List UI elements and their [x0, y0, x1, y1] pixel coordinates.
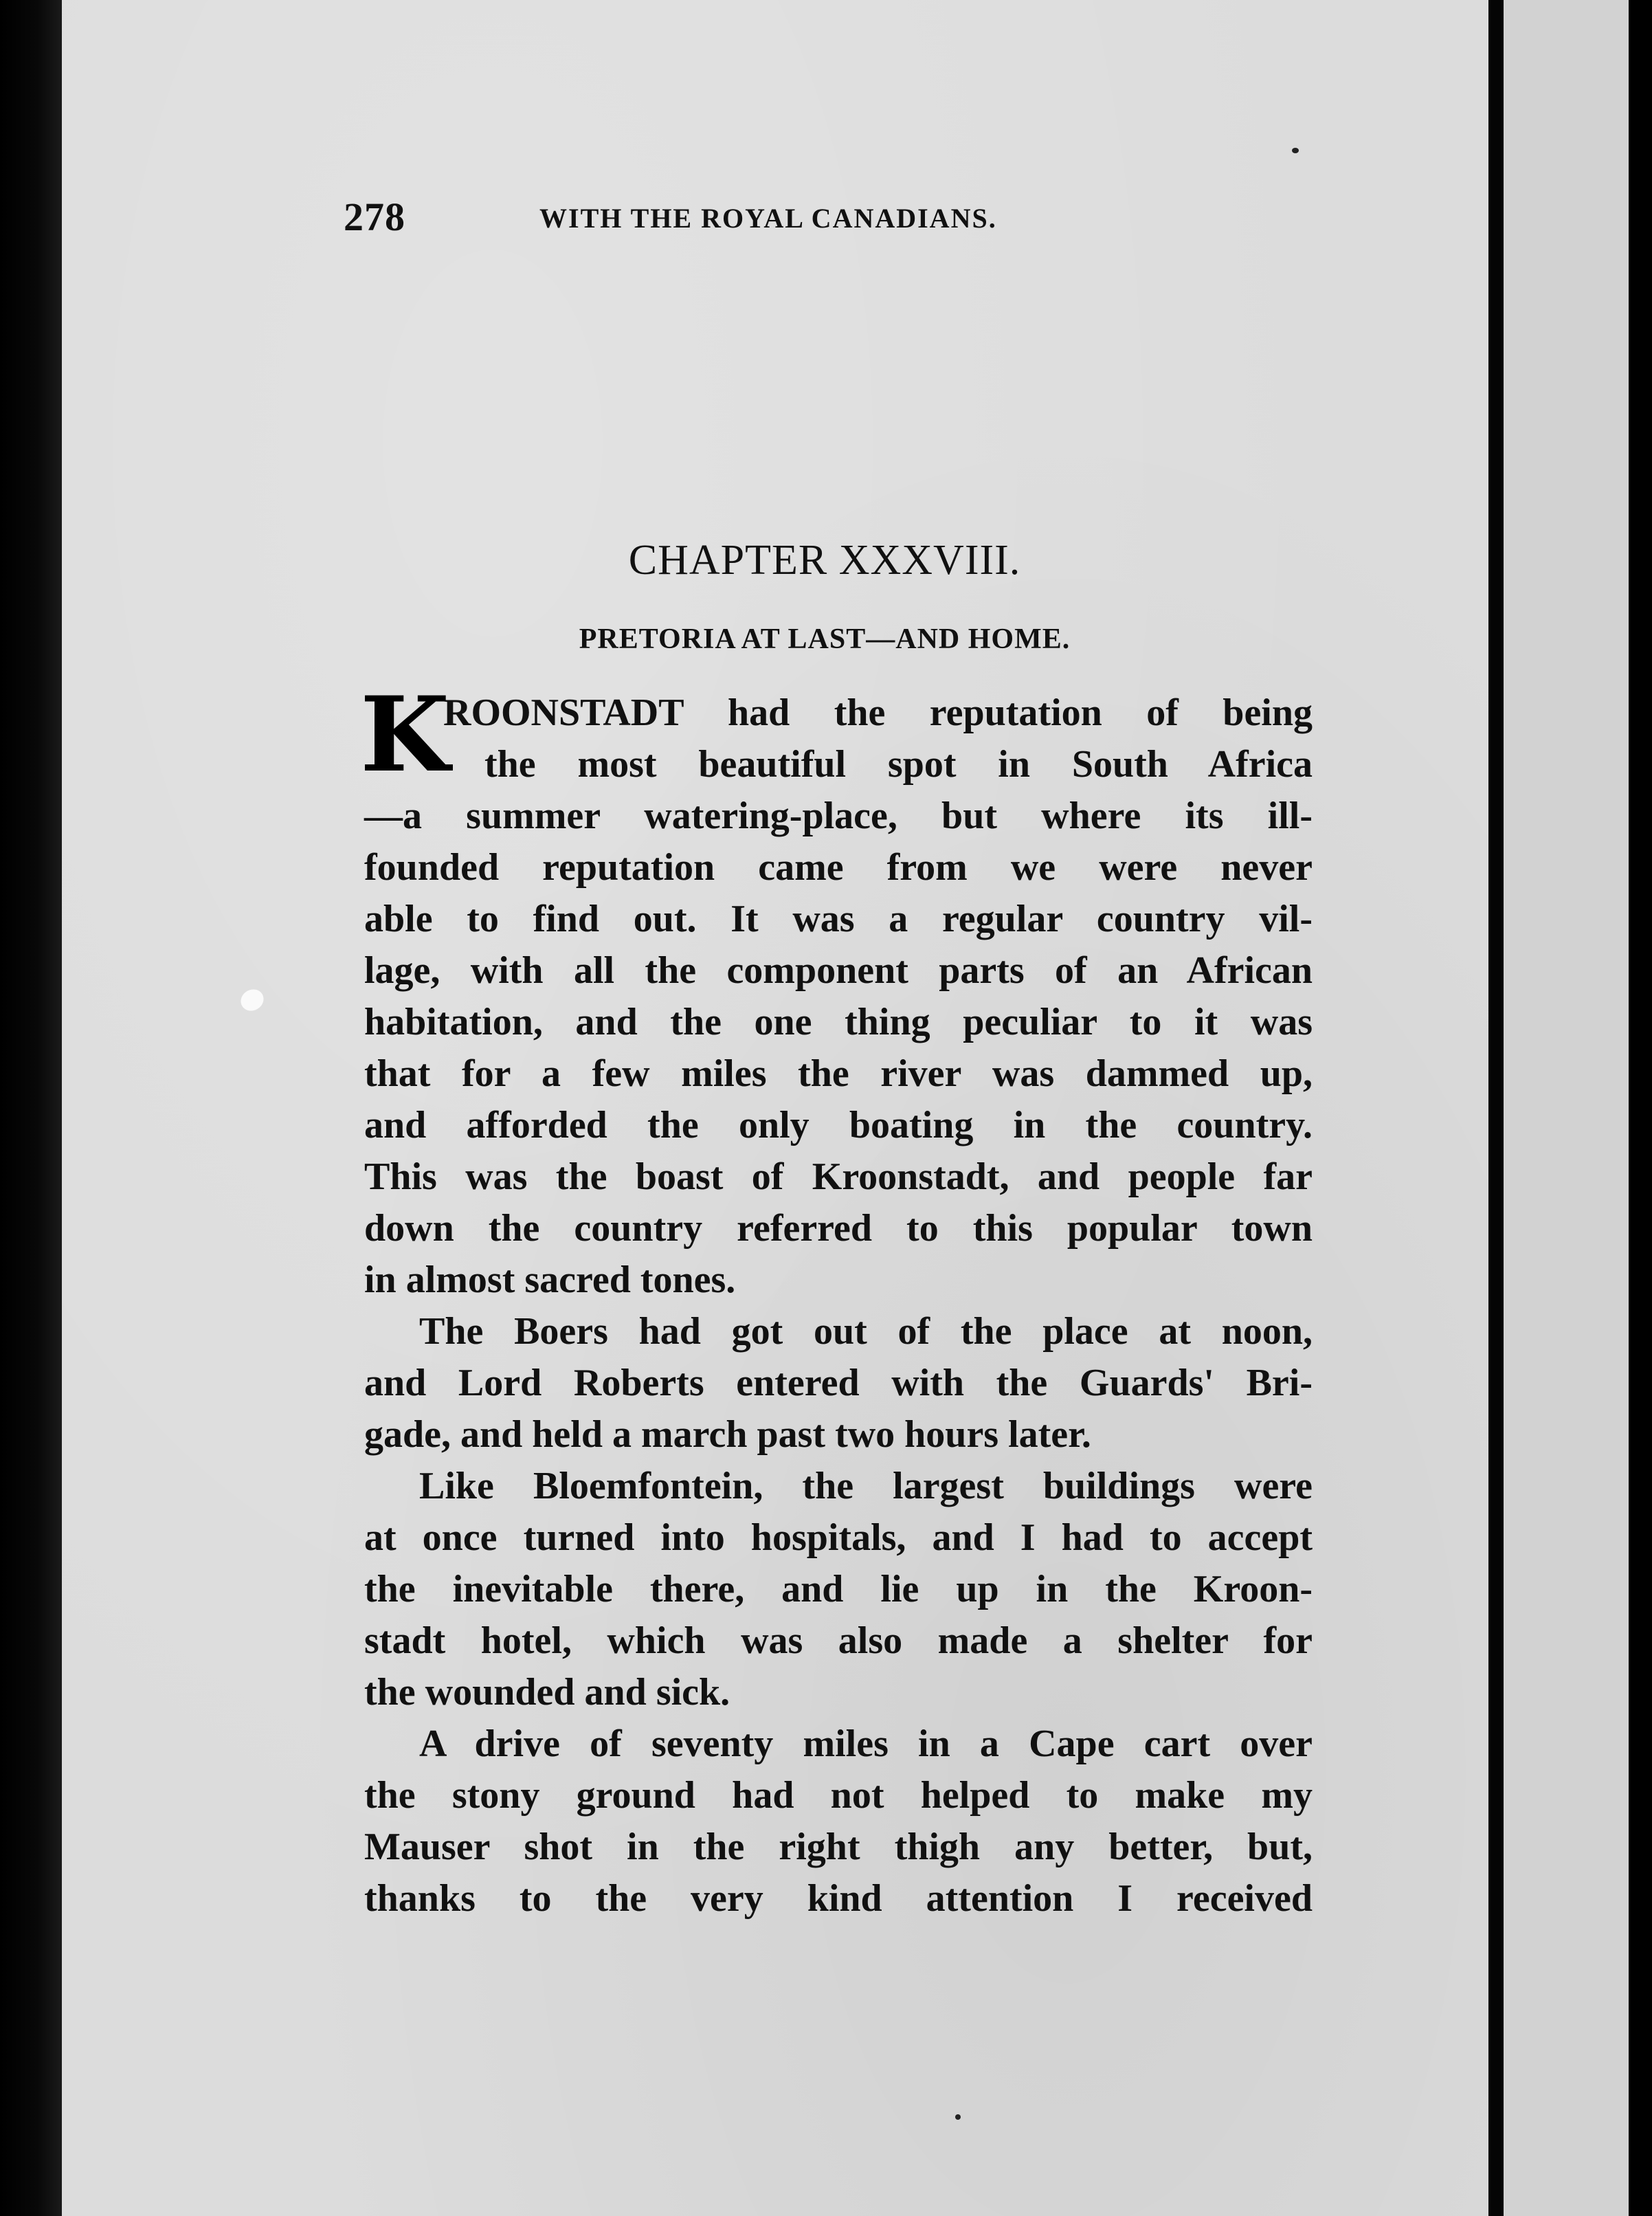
text-line: Mauser shot in the right thigh any better, but,: [364, 1826, 1313, 1868]
scan-speck: [955, 2114, 961, 2120]
text-line: able to find out. It was a regular country vil-: [364, 898, 1313, 940]
chapter-title: CHAPTER XXXVIII.: [628, 537, 1021, 584]
drop-cap: K: [360, 674, 450, 795]
text-line: —a summer watering-place, but where its ill-: [364, 795, 1313, 837]
text-line: at once turned into hospitals, and I had to accept: [364, 1516, 1313, 1559]
text-line: gade, and held a march past two hours later.: [364, 1413, 1091, 1456]
text-line: ROONSTADT had the reputation of being: [443, 691, 1313, 734]
text-line: down the country referred to this popular town: [364, 1207, 1313, 1250]
running-title: WITH THE ROYAL CANADIANS.: [539, 203, 997, 234]
text-line: This was the boast of Kroonstadt, and people far: [364, 1155, 1313, 1198]
text-line: and Lord Roberts entered with the Guards' Bri-: [364, 1362, 1313, 1404]
scan-left-border: [0, 0, 62, 2216]
page-number: 278: [344, 195, 405, 239]
text-line: the inevitable there, and lie up in the Kroon-: [364, 1568, 1313, 1610]
text-line: in almost sacred tones.: [364, 1259, 736, 1301]
text-line: founded reputation came from we were never: [364, 846, 1313, 889]
text-line: the stony ground had not helped to make my: [364, 1774, 1313, 1817]
text-line: A drive of seventy miles in a Cape cart over: [419, 1722, 1313, 1765]
running-head: [344, 194, 1100, 242]
text-line: thanks to the very kind attention I received: [364, 1877, 1313, 1920]
chapter-subtitle: PRETORIA AT LAST—AND HOME.: [579, 623, 1071, 655]
scan-right-border: [1629, 0, 1652, 2216]
text-line: the most beautiful spot in South Africa: [484, 743, 1313, 786]
text-line: the wounded and sick.: [364, 1671, 730, 1714]
text-line: stadt hotel, which was also made a shelter for: [364, 1619, 1313, 1662]
text-line: The Boers had got out of the place at noon,: [419, 1310, 1313, 1353]
text-line: lage, with all the component parts of an African: [364, 949, 1313, 992]
body-text: [360, 674, 1313, 1925]
text-line: that for a few miles the river was dammed up,: [364, 1052, 1313, 1095]
text-line: habitation, and the one thing peculiar to it was: [364, 1001, 1313, 1043]
scan-speck: [1292, 148, 1299, 153]
text-line: Like Bloemfontein, the largest buildings were: [419, 1465, 1313, 1507]
page-binding-gutter: [1488, 0, 1504, 2216]
text-line: and afforded the only boating in the country.: [364, 1104, 1313, 1146]
